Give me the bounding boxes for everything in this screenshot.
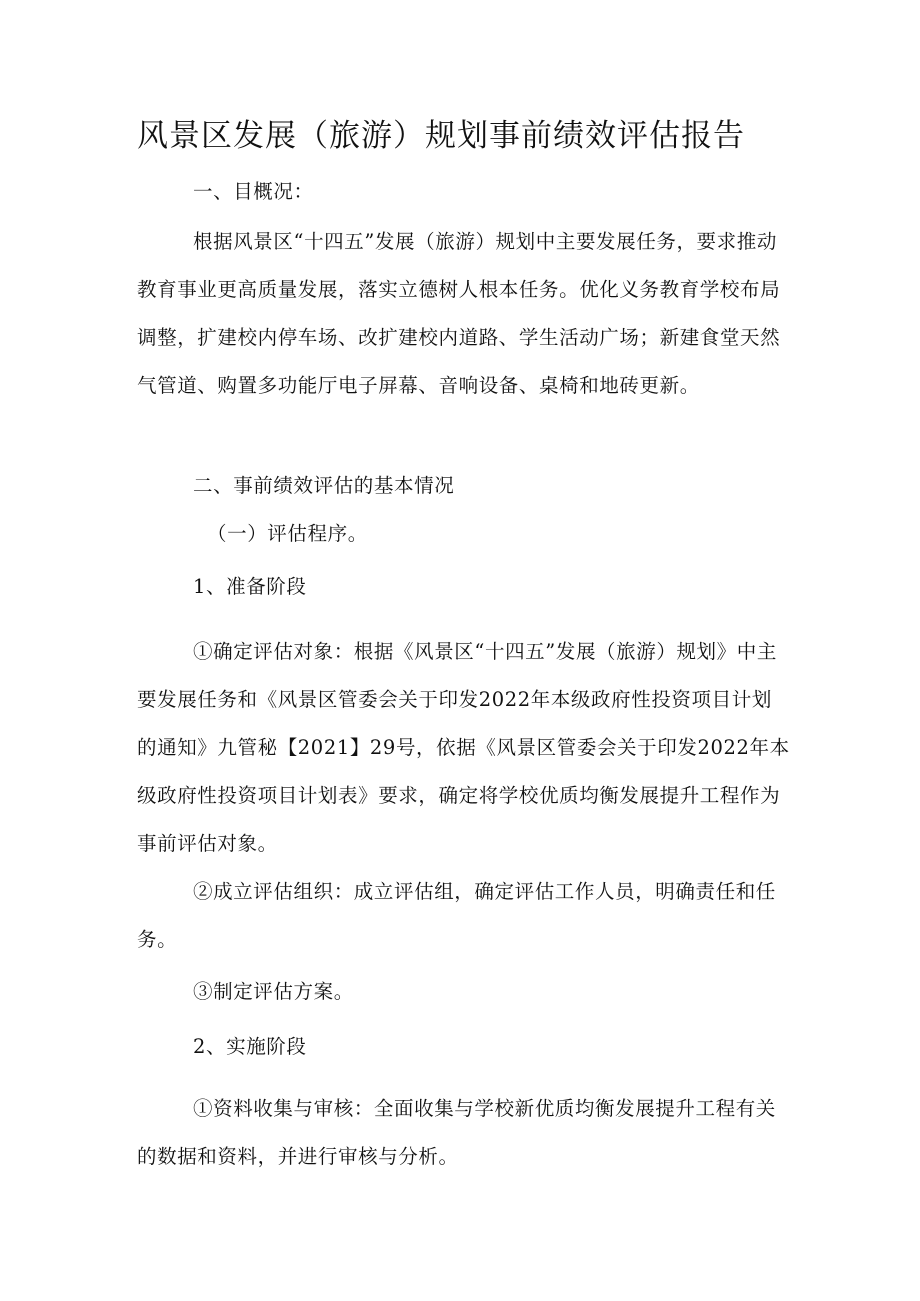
preparation-item-3: ③制定评估方案。 [193, 980, 354, 1003]
preparation-item-1: ①确定评估对象：根据《风景区“十四五”发展（旅游）规划》中主要发展任务和《风景区管委会关于印发2022年本级政府性投资项目计划的通知》九管秘【2021】29号，依据《风景区管委会关于印发2022年本级政府性投资项目计划表》要求，确定将学校优质均衡发展提升工程作为事前评估对象。 [137, 640, 790, 855]
stage-heading-preparation: 1、准备阶段 [193, 575, 307, 598]
stage-heading-implementation: 2、实施阶段 [193, 1035, 307, 1058]
section-heading-assessment: 二、事前绩效评估的基本情况 [193, 474, 455, 497]
subsection-heading-procedure: （一）评估程序。 [207, 522, 368, 545]
document-title: 风景区发展（旅游）规划事前绩效评估报告 [137, 118, 745, 154]
section-heading-overview: 一、目概况： [193, 180, 314, 203]
preparation-item-2: ②成立评估组织：成立评估组，确定评估工作人员，明确责任和任务。 [137, 880, 776, 951]
implementation-item-1: ①资料收集与审核：全面收集与学校新优质均衡发展提升工程有关的数据和资料，并进行审核与分析。 [137, 1097, 776, 1168]
overview-paragraph: 根据风景区“十四五”发展（旅游）规划中主要发展任务，要求推动教育事业更高质量发展，落实立德树人根本任务。优化义务教育学校布局调整，扩建校内停车场、改扩建校内道路、学生活动广场；新建食堂天然气管道、购置多功能厅电子屏幕、音响设备、桌椅和地砖更新。 [137, 230, 781, 397]
